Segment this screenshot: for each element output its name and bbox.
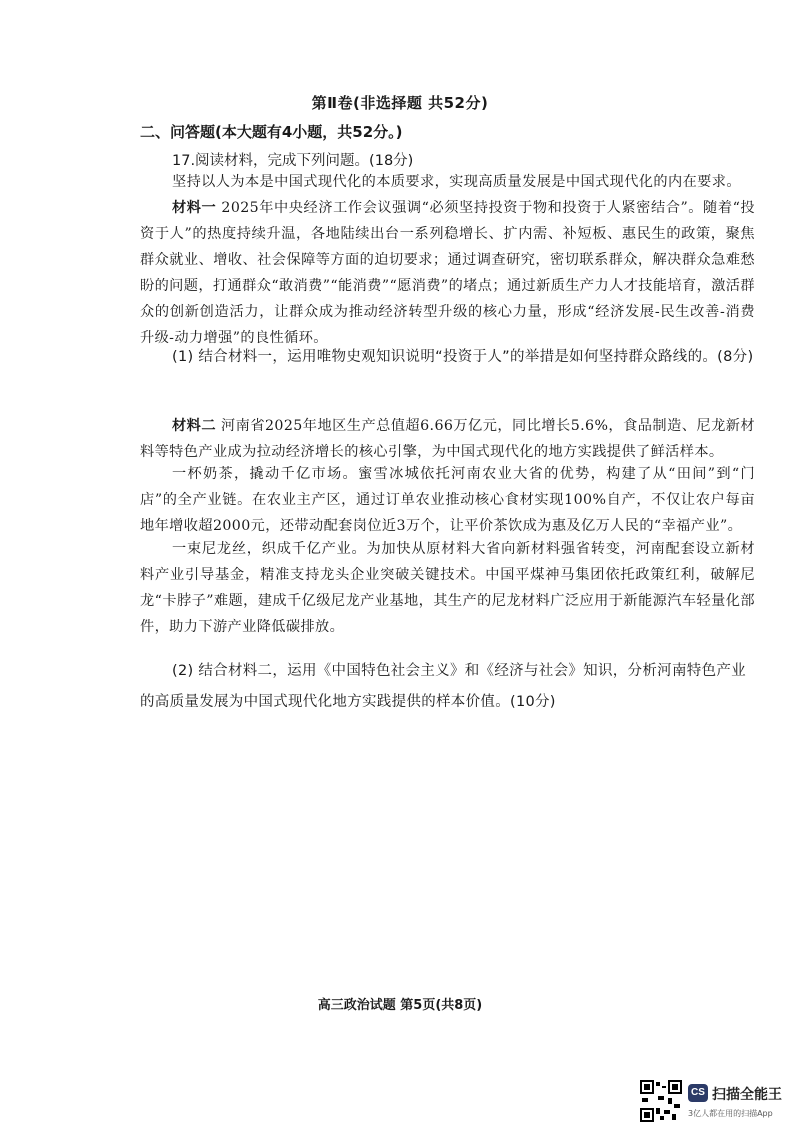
material-two-text: 河南省2025年地区生产总值超6.66万亿元，同比增长5.6%，食品制造、尼龙新材料等特色产业成为拉动经济增长的核心引擎，为中国式现代化的地方实践提供了鲜活样本。 [140, 418, 755, 460]
intro-paragraph: 坚持以人为本是中国式现代化的本质要求，实现高质量发展是中国式现代化的内在要求。 [172, 174, 741, 190]
material-one-label: 材料一 [172, 200, 217, 216]
volume-title: 第Ⅱ卷(非选择题 共52分) [311, 94, 489, 112]
question-one: (1) 结合材料一，运用唯物史观知识说明“投资于人”的举措是如何坚持群众路线的。(8分) [172, 349, 754, 365]
material-two [140, 413, 755, 465]
section-title: 二、问答题(本大题有4小题，共52分。) [140, 123, 403, 141]
question-two: (2) 结合材料二，运用《中国特色社会主义》和《经济与社会》知识，分析河南特色产业的高质量发展为中国式现代化地方实践提供的样本价值。(10分) [140, 663, 746, 710]
cs-logo-icon: CS [688, 1084, 708, 1102]
qr-code-icon [640, 1080, 682, 1122]
scanner-watermark [640, 1080, 790, 1124]
question-title: 17.阅读材料，完成下列问题。(18分) [172, 153, 414, 169]
scanner-slogan: 3亿人都在用的扫描App [688, 1109, 773, 1118]
scanner-brand: 扫描全能王 [712, 1087, 782, 1103]
material-one-text: 2025年中央经济工作会议强调“必须坚持投资于物和投资于人紧密结合”。随着“投资于人”的热度持续升温，各地陆续出台一系列稳增长、扩内需、补短板、惠民生的政策，聚焦群众就业、增收、社会保障等方面的迫切要求；通过调查研究，密切联系群众，解决群众急难愁盼的问题，打通群众“敢消费”“能消费”“愿消费”的堵点；通过新质生产力人才技能培育，激活群众的创新创造活力，让群众成为推动经济转型升级的核心力量，形成“经济发展-民生改善-消费升级-动力增强”的良性循环。 [140, 200, 755, 346]
material-one [140, 195, 755, 351]
material-two-paragraph-2: 一杯奶茶，撬动千亿市场。蜜雪冰城依托河南农业大省的优势，构建了从“田间”到“门店”的全产业链。在农业主产区，通过订单农业推动核心食材实现100%自产，不仅让农户每亩地年增收超2000元，还带动配套岗位近3万个，让平价茶饮成为惠及亿万人民的“幸福产业”。 [140, 466, 755, 534]
material-two-label: 材料二 [172, 418, 216, 434]
page-footer: 高三政治试题 第5页(共8页) [317, 998, 483, 1013]
material-two-paragraph-3: 一束尼龙丝，织成千亿产业。为加快从原材料大省向新材料强省转变，河南配套设立新材料产业引导基金，精准支持龙头企业突破关键技术。中国平煤神马集团依托政策红利，破解尼龙“卡脖子”难题，建成千亿级尼龙产业基地，其生产的尼龙材料广泛应用于新能源汽车轻量化部件，助力下游产业降低碳排放。 [140, 541, 755, 635]
